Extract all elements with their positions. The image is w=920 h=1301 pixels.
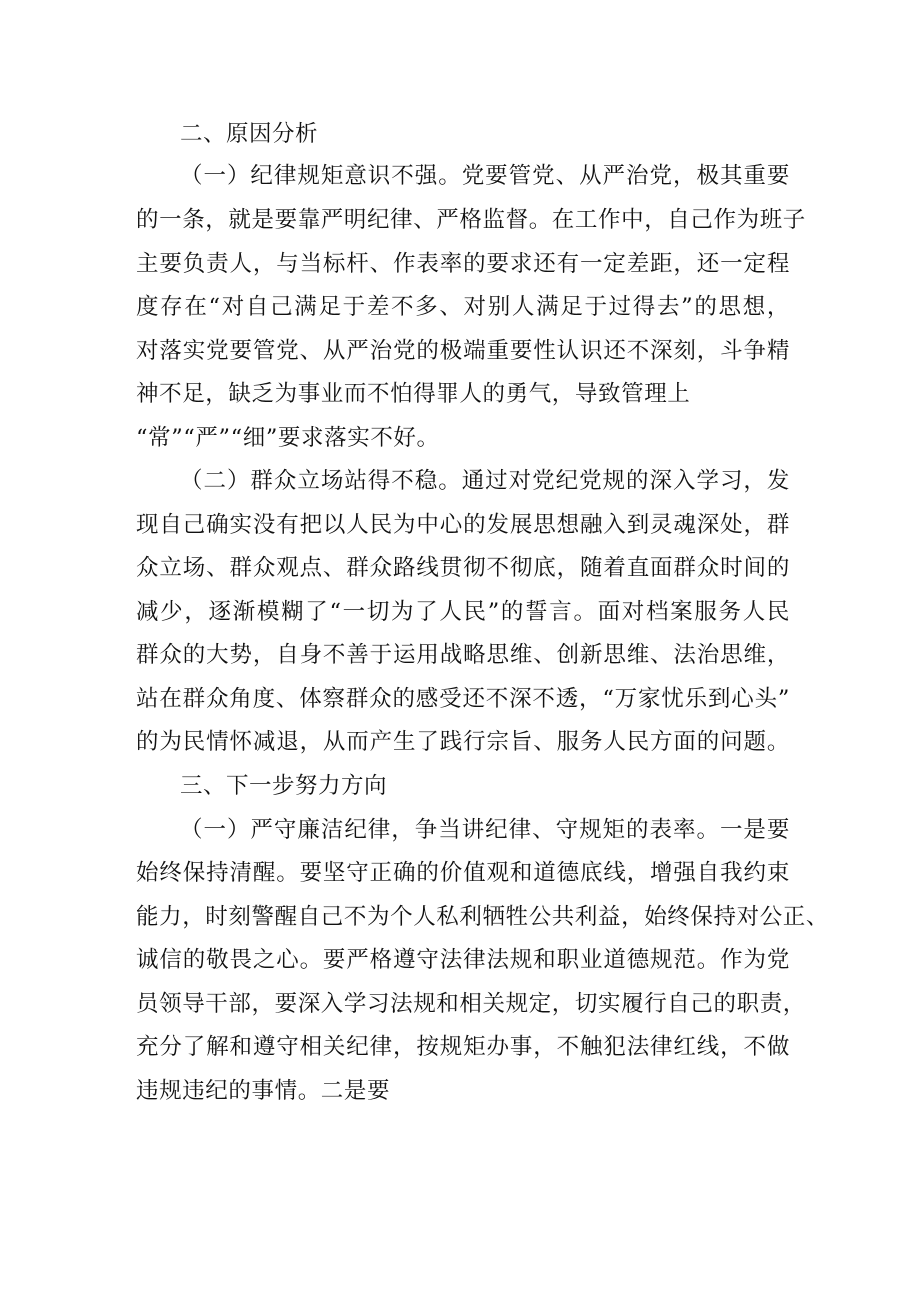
paragraph-line: 的一条，就是要靠严明纪律、严格监督。在工作中，自己作为班子: [136, 207, 806, 233]
paragraph-line: 众立场、群众观点、群众路线贯彻不彻底，随着直面群众时间的: [136, 555, 790, 581]
section-heading-next-steps: 三、下一步努力方向: [180, 773, 388, 799]
paragraph-line: 的为民情怀减退，从而产生了践行宗旨、服务人民方面的问题。: [136, 729, 790, 755]
paragraph-line: 减少，逐渐模糊了“一切为了人民”的誓言。面对档案服务人民: [136, 599, 790, 625]
paragraph-line: 群众的大势，自身不善于运用战略思维、创新思维、法治思维，: [136, 642, 790, 668]
paragraph-line: “常”“严”“细”要求落实不好。: [136, 425, 440, 451]
paragraph-line: 站在群众角度、体察群众的感受还不深不透，“万家忧乐到心头”: [136, 686, 790, 712]
paragraph-line: 对落实党要管党、从严治党的极端重要性认识还不深刻，斗争精: [136, 338, 790, 364]
paragraph-line: 充分了解和遵守相关纪律，按规矩办事，不触犯法律红线，不做: [136, 1034, 790, 1060]
paragraph-line: 度存在“对自己满足于差不多、对别人满足于过得去”的思想，: [136, 294, 790, 320]
paragraph-line: （二）群众立场站得不稳。通过对党纪党规的深入学习，发: [180, 468, 790, 494]
section-heading-cause-analysis: 二、原因分析: [180, 121, 319, 147]
paragraph-line: 现自己确实没有把以人民为中心的发展思想融入到灵魂深处，群: [136, 512, 790, 538]
paragraph-line: （一）严守廉洁纪律，争当讲纪律、守规矩的表率。一是要: [180, 817, 790, 843]
paragraph-line: 员领导干部，要深入学习法规和相关规定，切实履行自己的职责，: [136, 991, 806, 1017]
paragraph-line: 主要负责人，与当标杆、作表率的要求还有一定差距，还一定程: [136, 251, 790, 277]
paragraph-line: 能力，时刻警醒自己不为个人私利牺牲公共利益，始终保持对公正、: [136, 904, 830, 930]
paragraph-line: 神不足，缺乏为事业而不怕得罪人的勇气，导致管理上: [136, 381, 691, 407]
paragraph-line: 诚信的敬畏之心。要严格遵守法律法规和职业道德规范。作为党: [136, 947, 790, 973]
paragraph-line: 始终保持清醒。要坚守正确的价值观和道德底线，增强自我约束: [136, 860, 790, 886]
paragraph-line: （一）纪律规矩意识不强。党要管党、从严治党，极其重要: [180, 163, 790, 189]
paragraph-line: 违规违纪的事情。二是要: [136, 1078, 391, 1104]
